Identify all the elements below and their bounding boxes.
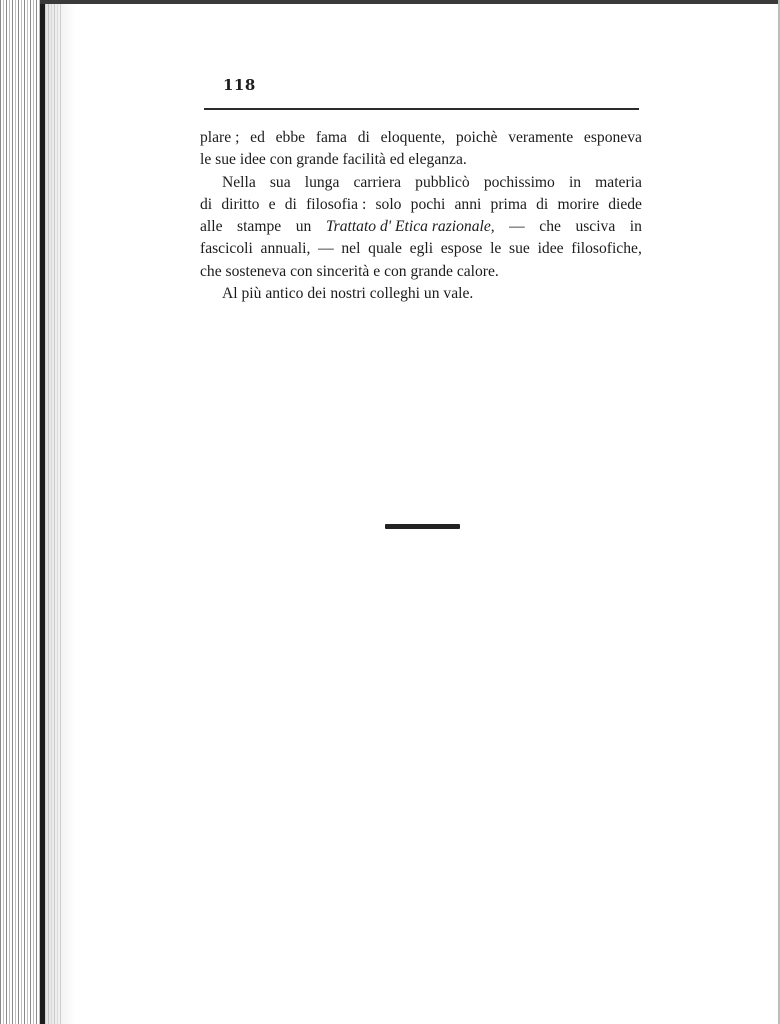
text-line: di diritto e di filosofia : solo pochi anni prima di morire diede	[200, 195, 642, 213]
header-rule	[204, 108, 639, 110]
text-line: fascicoli annuali, — nel quale egli espose le sue idee filosofiche,	[200, 240, 642, 258]
book-title: Trattato d' Etica razionale,	[325, 218, 495, 236]
body-text	[200, 127, 642, 305]
text-line: Al più antico dei nostri colleghi un vale.	[222, 285, 474, 303]
page-top-edge	[40, 0, 780, 4]
text-line: plare ; ed ebbe fama di eloquente, poichè veramente esponeva	[200, 129, 642, 146]
end-of-text-rule	[385, 524, 460, 529]
binding-fade	[45, 0, 75, 1024]
text-line: alle stampe un Trattato d' Etica razionale, — che usciva in	[200, 216, 642, 238]
page-number: 118	[223, 76, 256, 94]
text-line: che sosteneva con sincerità e con grande calore.	[200, 262, 499, 280]
text-line: le sue idee con grande facilità ed eleganza.	[200, 151, 467, 169]
text-line: Nella sua lunga carriera pubblicò pochissimo in materia	[222, 173, 642, 191]
